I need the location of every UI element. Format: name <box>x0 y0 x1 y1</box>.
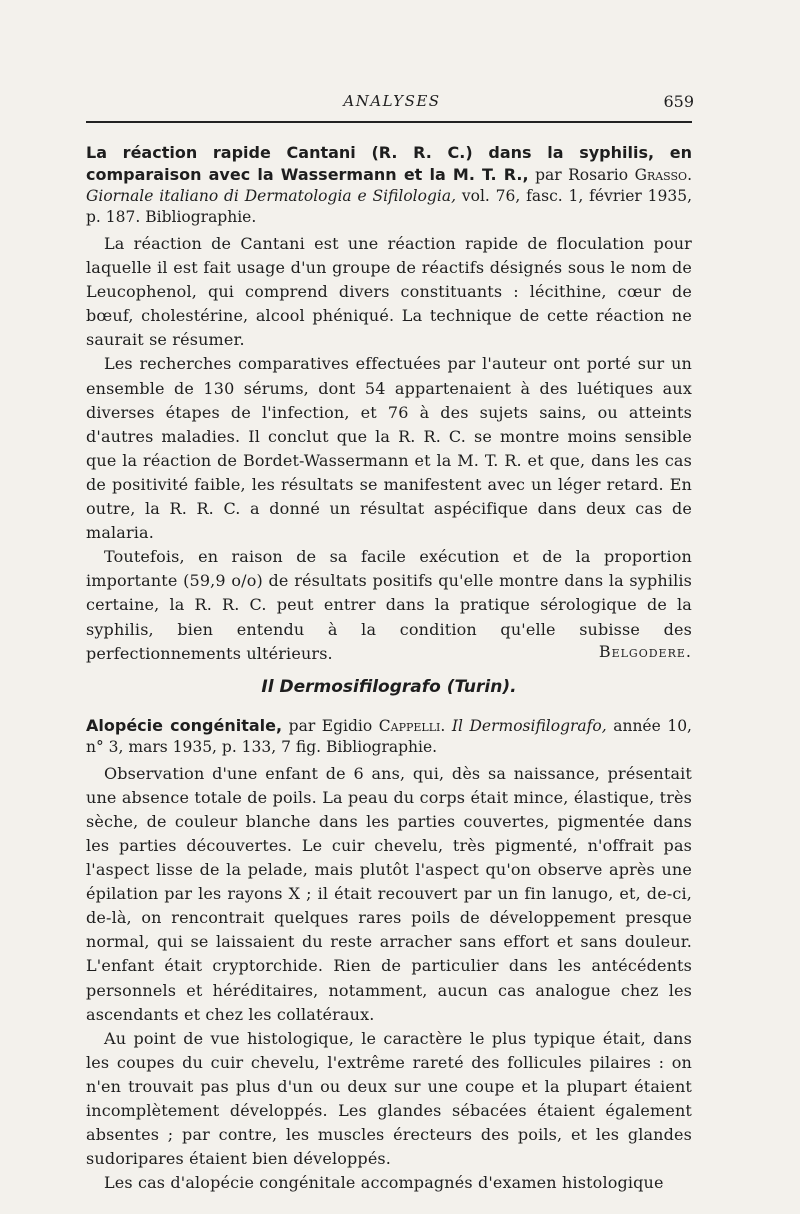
paragraph: Au point de vue histologique, le caractère le plus typique était, dans les coupes du cuir chevelu, l'extrême rareté des follicules pilaires : on n'en trouvait pas plus d'un ou deux sur une coupe et la plupart étaient incomplètement développés. Les glandes sébacées étaient également absentes ; par contre, les muscles érecteurs des poils, et les glandes sudoripares étaient bien développés. <box>86 1028 692 1169</box>
header-rule <box>86 121 692 123</box>
content <box>86 142 692 1195</box>
article-title: La réaction rapide Cantani (R. R. C.) dans la syphilis, en comparaison avec la Wassermann et la M. T. R., <box>86 143 692 184</box>
article-heading <box>86 715 692 758</box>
reviewer-signature: Belgodere. <box>598 641 692 661</box>
article-author: Cappelli. <box>378 716 446 735</box>
paragraph: Observation d'une enfant de 6 ans, qui, dès sa naissance, présentait une absence totale de poils. La peau du corps était mince, élastique, très sèche, de couleur blanche dans les parties couvertes, pigmentée dans les parties découvertes. Le cuir chevelu, très pigmenté, n'offrait pas l'aspect lisse de la pelade, mais plutôt l'aspect qu'on observe après une épilation par les rayons X ; il était recouvert par un fin lanugo, et, de-ci, de-là, on rencontrait quelques rares poils de développement presque normal, qui se laissaient du reste arracher sans effort et sans douleur. L'enfant était cryptorchide. Rien de particulier dans les antécédents personnels et héréditaires, notamment, aucun cas analogue chez les ascendants et chez les collatéraux. <box>86 763 692 1024</box>
section-heading: Il Dermosifilografo (Turin). <box>261 676 517 697</box>
article-citation: année 10, n° 3, mars 1935, p. 133, 7 fig. Bibliographie. <box>86 716 692 756</box>
article-by: par Egidio <box>288 716 373 735</box>
paragraph: La réaction de Cantani est une réaction rapide de floculation pour laquelle il est fait usage d'un groupe de réactifs désignés sous le nom de Leucophenol, qui comprend divers constituants : lécithine, cœur de bœuf, cholestérine, alcool phéniqué. La technique de cette réaction ne saurait se résumer. <box>86 234 692 350</box>
paragraph: Toutefois, en raison de sa facile exécution et de la proportion importante (59,9 o/o) de résultats positifs qu'elle montre dans la syphilis certaine, la R. R. C. peut entrer dans la pratique sérologique de la syphilis, bien entendu à la condition qu'elle subisse des perfectionnements ultérieurs. <box>86 547 692 663</box>
paragraph: Les cas d'alopécie congénitale accompagnés d'examen histologique <box>104 1173 664 1193</box>
article-citation: vol. 76, fasc. 1, février 1935, p. 187. Bibliographie. <box>86 187 692 226</box>
article-by: par Rosario <box>535 166 629 184</box>
article-journal: Giornale italiano di Dermatologia e Sifilologia, <box>86 187 457 205</box>
running-title: ANALYSES <box>343 92 441 110</box>
article-author: Grasso. <box>634 166 692 184</box>
paragraph: Les recherches comparatives effectuées par l'auteur ont porté sur un ensemble de 130 sérums, dont 54 appartenaient à des luétiques aux diverses étapes de l'infection, et 76 à des sujets sains, ou atteints d'autres maladies. Il conclut que la R. R. C. se montre moins sensible que la réaction de Bordet-Wassermann et la M. T. R. et que, dans les cas de positivité faible, les résultats se manifestent avec un léger retard. En outre, la R. R. C. a donné un résultat aspécifique dans deux cas de malaria. <box>86 354 692 543</box>
article-journal: Il Dermosifilografo, <box>451 716 607 735</box>
article-heading <box>86 142 692 228</box>
running-head <box>86 92 698 112</box>
page-number: 659 <box>663 92 694 111</box>
article-title: Alopécie congénitale, <box>86 715 283 735</box>
